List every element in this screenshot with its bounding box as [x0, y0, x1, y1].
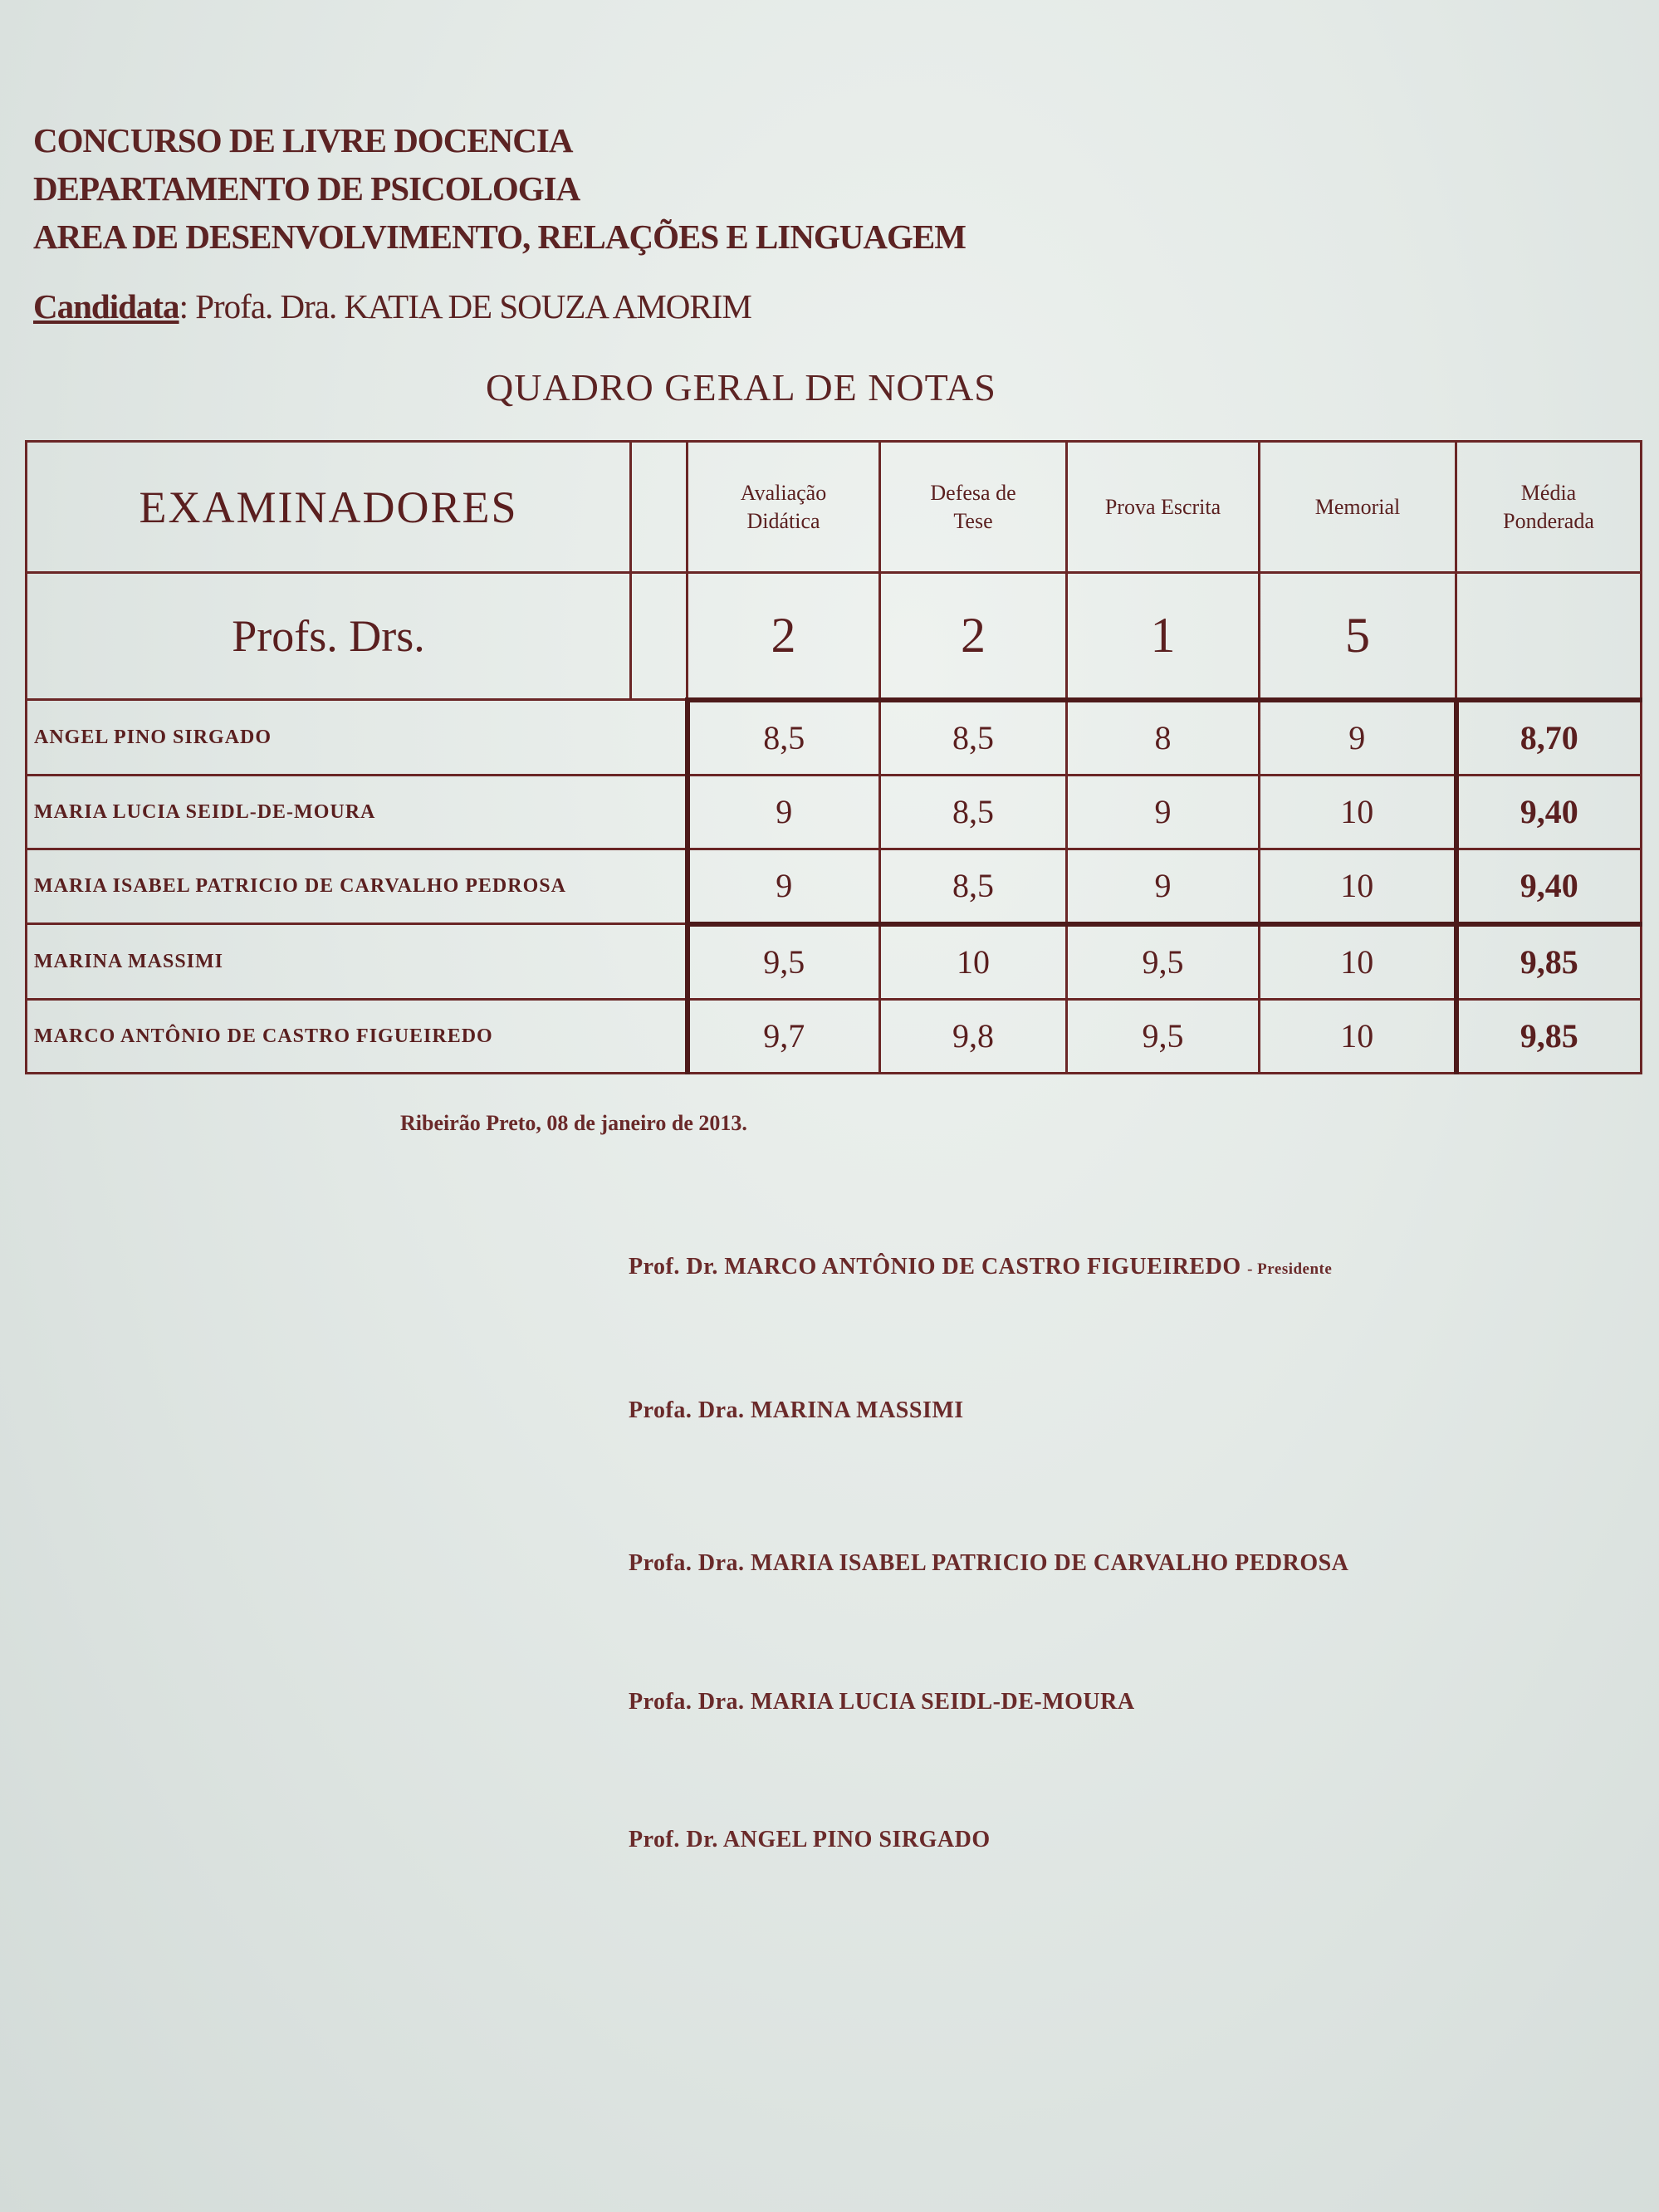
column-header-line: Memorial: [1314, 494, 1401, 519]
signature-line: Profa. Dra. MARIA ISABEL PATRICIO DE CARVALHO PEDROSA: [629, 1550, 1349, 1576]
table-header-row: [27, 442, 1642, 573]
weight-cell: 1: [1067, 573, 1260, 700]
score-cell: 9,5: [688, 924, 880, 1000]
score-cell: 8: [1067, 700, 1260, 776]
table-row: [27, 999, 1642, 1073]
weight-cell: 2: [880, 573, 1067, 700]
table-title: QUADRO GERAL DE NOTAS: [486, 366, 996, 409]
column-header-line: Tese: [953, 508, 993, 533]
grades-table: [25, 440, 1642, 1074]
score-cell: 8,5: [880, 775, 1067, 849]
score-cell: 10: [1260, 849, 1456, 924]
weighted-average-cell: 9,40: [1456, 775, 1642, 849]
weighted-average-cell: 9,85: [1456, 924, 1642, 1000]
side-marker: [631, 442, 688, 573]
score-cell: 8,5: [688, 700, 880, 776]
weighted-average-cell: 9,40: [1456, 849, 1642, 924]
header-contest: CONCURSO DE LIVRE DOCENCIA: [33, 121, 573, 159]
column-header-written-exam: [1067, 442, 1260, 573]
weight-cell: 5: [1260, 573, 1456, 700]
place-date: Ribeirão Preto, 08 de janeiro de 2013.: [400, 1111, 747, 1135]
signature-line: Profa. Dra. MARINA MASSIMI: [629, 1397, 964, 1423]
score-cell: 10: [1260, 999, 1456, 1073]
profs-header: Profs. Drs.: [27, 573, 631, 700]
column-header-weighted-average: [1456, 442, 1642, 573]
column-header-memorial: [1260, 442, 1456, 573]
score-cell: 9: [1067, 849, 1260, 924]
score-cell: 8,5: [880, 700, 1067, 776]
score-cell: 9: [1067, 775, 1260, 849]
score-cell: 9: [688, 849, 880, 924]
column-header-line: Prova Escrita: [1104, 494, 1221, 519]
score-cell: 9,5: [1067, 999, 1260, 1073]
column-header-line: Avaliação: [740, 480, 827, 505]
score-cell: 9,7: [688, 999, 880, 1073]
header-department: DEPARTAMENTO DE PSICOLOGIA: [33, 169, 580, 208]
table-row: [27, 849, 1642, 924]
weight-cell: [1456, 573, 1642, 700]
signature-line: Prof. Dr. ANGEL PINO SIRGADO: [629, 1827, 991, 1852]
examiner-name: MARINA MASSIMI: [27, 924, 688, 1000]
column-header-line: Ponderada: [1503, 508, 1594, 533]
examiner-name: MARIA LUCIA SEIDL-DE-MOURA: [27, 775, 688, 849]
score-cell: 9,5: [1067, 924, 1260, 1000]
examiner-name: ANGEL PINO SIRGADO: [27, 700, 688, 776]
column-header-thesis: [880, 442, 1067, 573]
column-header-line: Defesa de: [930, 480, 1016, 505]
weights-row: [27, 573, 1642, 700]
candidate-label: Candidata: [33, 287, 179, 325]
weighted-average-cell: 9,85: [1456, 999, 1642, 1073]
weighted-average-cell: 8,70: [1456, 700, 1642, 776]
column-header-line: Média: [1520, 480, 1577, 505]
score-cell: 10: [1260, 775, 1456, 849]
score-cell: 9: [1260, 700, 1456, 776]
signature-line: Profa. Dra. MARIA LUCIA SEIDL-DE-MOURA: [629, 1689, 1135, 1715]
signature-name: Prof. Dr. MARCO ANTÔNIO DE CASTRO FIGUEIREDO: [629, 1254, 1241, 1280]
table-row: [27, 700, 1642, 776]
examiners-header: EXAMINADORES: [27, 442, 631, 573]
score-cell: 10: [1260, 924, 1456, 1000]
weight-cell: 2: [688, 573, 880, 700]
examiner-name: MARCO ANTÔNIO DE CASTRO FIGUEIREDO: [27, 999, 688, 1073]
side-marker: [631, 573, 688, 700]
score-cell: 8,5: [880, 849, 1067, 924]
signature-president: [629, 1254, 1332, 1280]
score-cell: 9,8: [880, 999, 1067, 1073]
score-cell: 9: [688, 775, 880, 849]
column-header-line: Didática: [746, 508, 820, 533]
table-row: [27, 924, 1642, 1000]
document-header: [33, 116, 966, 261]
column-header-didactic: [688, 442, 880, 573]
candidate-name: : Profa. Dra. KATIA DE SOUZA AMORIM: [179, 287, 751, 325]
candidate-line: [33, 286, 751, 326]
signature-role: - Presidente: [1247, 1260, 1333, 1278]
examiner-name: MARIA ISABEL PATRICIO DE CARVALHO PEDROSA: [27, 849, 688, 924]
score-cell: 10: [880, 924, 1067, 1000]
header-area: AREA DE DESENVOLVIMENTO, RELAÇÕES E LINGUAGEM: [33, 218, 966, 256]
table-row: [27, 775, 1642, 849]
